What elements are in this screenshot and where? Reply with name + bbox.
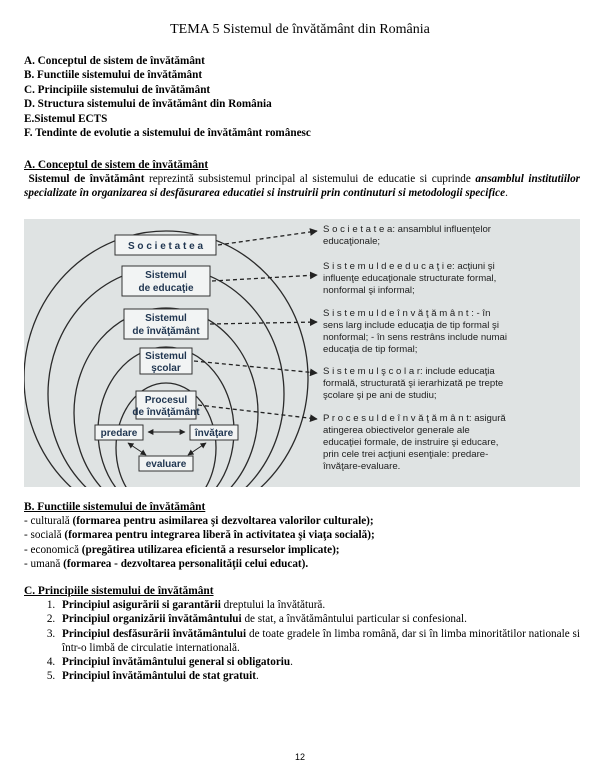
principle-text: de stat, a învătământului particular si confesional. bbox=[241, 613, 467, 626]
desc-proces-1: P r o c e s u l d e î n v ă ţ ă m â n t: asigură bbox=[323, 413, 506, 424]
label-proces-1: Procesul bbox=[144, 395, 188, 406]
function-description: (formarea pentru asimilarea şi dezvoltarea valorilor culturale); bbox=[72, 515, 374, 528]
toc-item-a: A. Conceptul de sistem de învătământ bbox=[24, 55, 205, 67]
label-predare: predare bbox=[100, 428, 138, 439]
section-a bbox=[24, 159, 580, 200]
principle-text: . bbox=[290, 656, 293, 669]
function-label: - umană bbox=[24, 557, 64, 570]
desc-educatie-2: influenţe educaţionale structurate formal, bbox=[323, 273, 497, 284]
function-label: - culturală bbox=[24, 515, 73, 528]
toc-item-e: E.Sistemul ECTS bbox=[24, 112, 108, 125]
desc-invatamant-4: educaţia de tip formal; bbox=[323, 344, 418, 355]
desc-societatea-1: S o c i e t a t e a: ansamblul influenţelor bbox=[323, 224, 491, 235]
function-item bbox=[24, 543, 580, 557]
function-description: (formarea pentru integrarea liberă în activitatea şi viaţa socială); bbox=[64, 529, 375, 542]
definition-emphasis: ansamblul institutiilor specializate în organizarea si desfăsurarea educatiei si instruirii prin continuturi si metodologii specifice bbox=[24, 173, 581, 200]
principles-list bbox=[24, 598, 580, 683]
function-description: (pregătirea utilizarea eficientă a resurselor implicate); bbox=[81, 543, 340, 556]
term-sistemul: Sistemul de învătământ bbox=[28, 173, 145, 185]
desc-scolar-2: formală, structurată şi ierarhizată pe trepte bbox=[323, 378, 504, 389]
principle-text: dreptului la învătătură. bbox=[220, 599, 326, 612]
section-c-heading: C. Principiile sistemului de învătământ bbox=[24, 585, 214, 597]
label-educatie-2: de educaţie bbox=[138, 283, 194, 294]
desc-educatie-1: S i s t e m u l d e e d u c a ţ i e: acţiuni şi bbox=[323, 261, 495, 272]
function-label: - socială bbox=[24, 529, 65, 542]
desc-societatea-2: educaţionale; bbox=[323, 236, 381, 247]
principle-title: Principiul învătământului de stat gratuit bbox=[62, 670, 256, 683]
principle-title: Principiul desfăsurării învătământului bbox=[62, 627, 247, 640]
desc-proces-2: atingerea obiectivelor generale ale bbox=[323, 425, 470, 436]
education-system-diagram bbox=[24, 219, 580, 487]
section-b-heading: B. Functiile sistemului de învătământ bbox=[24, 501, 206, 513]
toc-item-c: C. Principiile sistemului de învătământ bbox=[24, 83, 211, 96]
page-number: 12 bbox=[294, 752, 305, 762]
label-invatare: învăţare bbox=[194, 428, 234, 439]
principle-item bbox=[58, 669, 580, 683]
desc-proces-5: învăţare-evaluare. bbox=[323, 461, 401, 472]
principle-item bbox=[58, 612, 580, 626]
label-scolar-1: Sistemul bbox=[145, 351, 187, 362]
principle-title: Principiul învătământului general si obligatoriu bbox=[62, 656, 291, 669]
label-proces-2: de învăţământ bbox=[132, 407, 200, 418]
principle-text: de toate gradele în limba română, dar si în limba minoritătilor nationale si într-o limbă de circulatie internatională. bbox=[62, 627, 580, 654]
paragraph-text: reprezintă subsistemul principal al sistemului de educatie si cuprinde bbox=[144, 173, 476, 185]
section-a-heading: A. Conceptul de sistem de învătământ bbox=[24, 159, 209, 171]
principle-title: Principiul organizării învătământului bbox=[62, 613, 242, 626]
desc-proces-4: prin cele trei acţiuni esenţiale: predare- bbox=[323, 449, 489, 460]
label-invatamant-1: Sistemul bbox=[145, 313, 187, 324]
label-scolar-2: şcolar bbox=[151, 363, 181, 374]
desc-educatie-3: nonformal şi informal; bbox=[323, 285, 415, 296]
desc-proces-3: educaţiei formale, de instruire şi educare, bbox=[323, 437, 499, 448]
section-c bbox=[24, 584, 580, 683]
paragraph-end: . bbox=[505, 187, 508, 200]
section-b bbox=[24, 500, 580, 571]
principle-item bbox=[58, 627, 580, 655]
section-a-paragraph bbox=[24, 172, 580, 200]
toc-item-d: D. Structura sistemului de învătământ din România bbox=[24, 98, 272, 111]
toc-item-f: F. Tendinte de evolutie a sistemului de învătământ românesc bbox=[24, 127, 311, 140]
function-description: (formarea - dezvoltarea personalităţii celui educat). bbox=[63, 557, 309, 570]
label-evaluare: evaluare bbox=[145, 459, 187, 470]
desc-scolar-1: S i s t e m u l ş c o l a r: include educaţia bbox=[323, 366, 495, 377]
function-item bbox=[24, 557, 580, 571]
desc-invatamant-1: S i s t e m u l d e î n v ă ţ ă m â n t : - în bbox=[323, 308, 491, 319]
desc-invatamant-2: sens larg include educaţia de tip formal şi bbox=[323, 320, 499, 331]
principle-title: Principiul asigurării si garantării bbox=[62, 599, 221, 612]
desc-invatamant-3: nonformal; - în sens restrâns include numai bbox=[323, 332, 507, 343]
table-of-contents bbox=[24, 54, 311, 140]
principle-item bbox=[58, 598, 580, 612]
function-item bbox=[24, 528, 580, 542]
label-societatea: S o c i e t a t e a bbox=[127, 241, 204, 252]
function-item bbox=[24, 514, 580, 528]
label-invatamant-2: de învăţământ bbox=[132, 326, 200, 337]
document-title: TEMA 5 Sistemul de învătământ din România bbox=[170, 22, 430, 37]
principle-item bbox=[58, 655, 580, 669]
function-label: - economică bbox=[24, 543, 82, 556]
desc-scolar-3: şcolare şi pe ani de studiu; bbox=[323, 390, 437, 401]
label-educatie-1: Sistemul bbox=[145, 270, 187, 281]
toc-item-b: B. Functiile sistemului de învătământ bbox=[24, 69, 203, 82]
principle-text: . bbox=[255, 670, 259, 683]
